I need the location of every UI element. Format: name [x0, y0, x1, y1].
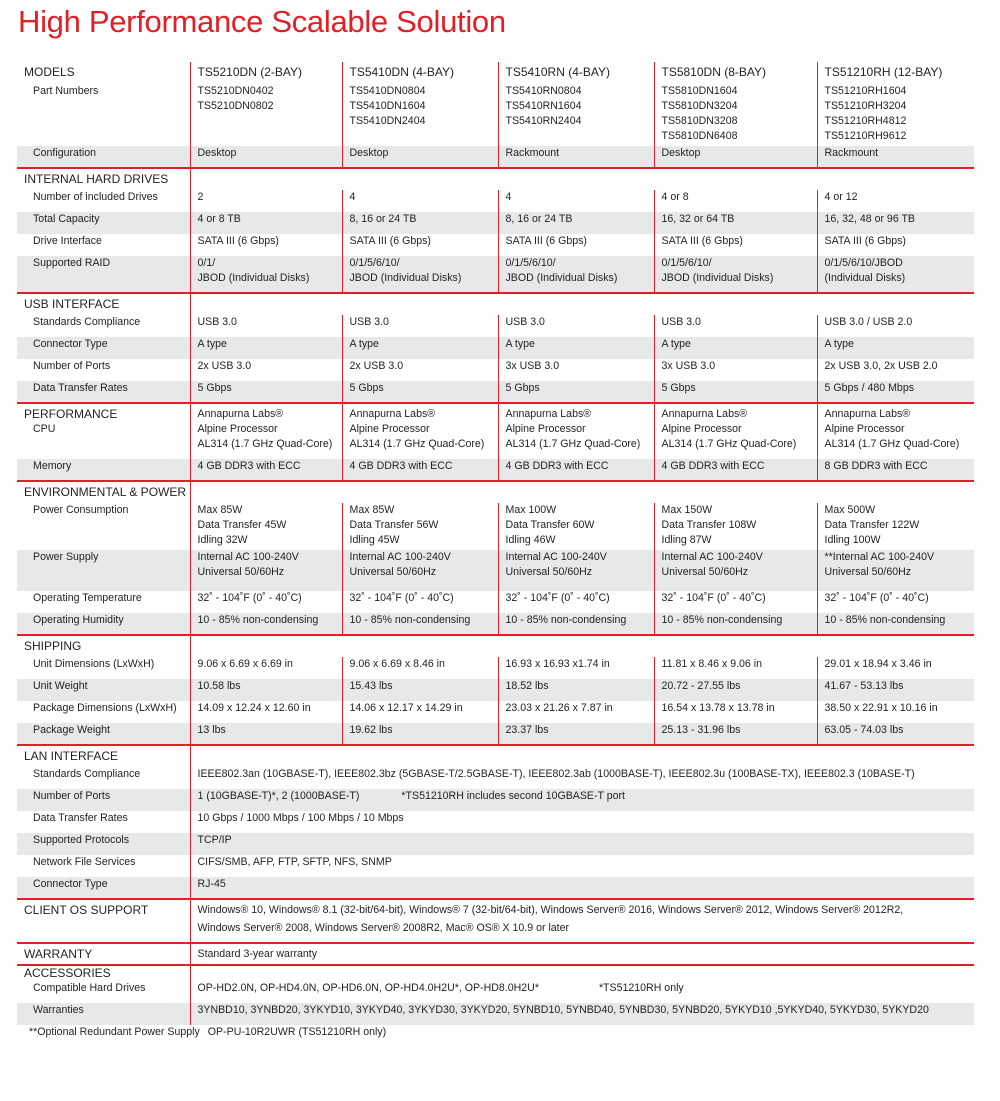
shipping-row — [17, 679, 974, 701]
cpu-value: Annapurna Labs® Alpine Processor AL314 (1.7 GHz Quad-Core) — [498, 403, 654, 459]
cell-shipping-0-1: 9.06 x 6.69 x 6.69 in — [190, 657, 342, 679]
environment-label: Operating Humidity — [17, 613, 190, 635]
usb-row — [17, 337, 974, 359]
cell-environment-3-2: 10 - 85% non-condensing — [342, 613, 498, 635]
usb-label: Connector Type — [17, 337, 190, 359]
performance-header-cell — [17, 403, 190, 459]
shipping-row — [17, 723, 974, 745]
accessories-warranties-row — [17, 1003, 974, 1025]
usb-header-row — [17, 293, 974, 315]
performance-row — [17, 403, 974, 459]
client-os-blank — [17, 921, 190, 943]
cell-shipping-3-5: 63.05 - 74.03 lbs — [817, 723, 974, 745]
lan-value-text: RJ-45 — [197, 878, 226, 890]
cell-shipping-2-1: 14.09 x 12.24 x 12.60 in — [190, 701, 342, 723]
cell-internal-2-4: SATA III (6 Gbps) — [654, 234, 817, 256]
internal-row — [17, 212, 974, 234]
lan-row — [17, 855, 974, 877]
configuration-label: Configuration — [17, 146, 190, 168]
cell-environment-1-5: **Internal AC 100-240V Universal 50/60Hz — [817, 550, 974, 591]
lan-value-text: TCP/IP — [197, 834, 232, 846]
environment-label: Power Consumption — [33, 504, 129, 516]
model-name: TS5810DN (8-BAY) — [654, 62, 817, 84]
cell-environment-0-1: Max 85W Data Transfer 45W Idling 32W — [190, 503, 342, 550]
environment-row — [17, 550, 974, 591]
cell-usb-0-1: USB 3.0 — [190, 315, 342, 337]
environment-label: Operating Temperature — [33, 592, 142, 604]
client-os-line1: Windows® 10, Windows® 8.1 (32-bit/64-bit), Windows® 7 (32-bit/64-bit), Windows Server® 2016, Windows Server® 2012, Windows Server® 2012R2, — [190, 899, 974, 921]
usb-row — [17, 315, 974, 337]
cell-internal-1-5: 16, 32, 48 or 96 TB — [817, 212, 974, 234]
environment-row — [17, 503, 974, 550]
shipping-label: Unit Weight — [17, 679, 190, 701]
cell-internal-2-5: SATA III (6 Gbps) — [817, 234, 974, 256]
models-row — [17, 62, 974, 84]
cell-internal-3-4: 0/1/5/6/10/ JBOD (Individual Disks) — [654, 256, 817, 293]
cpu-value: Annapurna Labs® Alpine Processor AL314 (1.7 GHz Quad-Core) — [654, 403, 817, 459]
cell-shipping-2-4: 16.54 x 13.78 x 13.78 in — [654, 701, 817, 723]
cell-shipping-1-1: 10.58 lbs — [190, 679, 342, 701]
cell-internal-0-3: 4 — [498, 190, 654, 212]
cell-shipping-1-5: 41.67 - 53.13 lbs — [817, 679, 974, 701]
cell-usb-0-2: USB 3.0 — [342, 315, 498, 337]
cell-shipping-1-2: 15.43 lbs — [342, 679, 498, 701]
lan-header-blank — [190, 745, 974, 767]
usb-label: Data Transfer Rates — [17, 381, 190, 403]
cell-usb-2-3: 3x USB 3.0 — [498, 359, 654, 381]
internal-drives-header-blank — [190, 168, 974, 190]
cell-part-numbers-2: TS5410DN0804 TS5410DN1604 TS5410DN2404 — [342, 84, 498, 146]
cell-usb-3-3: 5 Gbps — [498, 381, 654, 403]
cell-configuration-5: Rackmount — [817, 146, 974, 168]
cell-environment-1-4: Internal AC 100-240V Universal 50/60Hz — [654, 550, 817, 591]
cell-configuration-3: Rackmount — [498, 146, 654, 168]
cell-environment-0-3: Max 100W Data Transfer 60W Idling 46W — [498, 503, 654, 550]
cpu-label: CPU — [33, 423, 56, 435]
shipping-label: Package Weight — [17, 723, 190, 745]
usb-row — [17, 381, 974, 403]
accessories-header-row — [17, 965, 974, 981]
model-name: TS5410RN (4-BAY) — [498, 62, 654, 84]
lan-header: LAN INTERFACE — [17, 745, 190, 767]
lan-label: Data Transfer Rates — [33, 812, 128, 824]
cell-environment-2-3: 32˚ - 104˚F (0˚ - 40˚C) — [498, 591, 654, 613]
cell-shipping-3-4: 25.13 - 31.96 lbs — [654, 723, 817, 745]
cell-usb-1-5: A type — [817, 337, 974, 359]
cell-internal-0-5: 4 or 12 — [817, 190, 974, 212]
memory-row — [17, 459, 974, 481]
cell-internal-2-1: SATA III (6 Gbps) — [190, 234, 342, 256]
internal-label: Number of included Drives — [33, 191, 158, 203]
cell-environment-3-4: 10 - 85% non-condensing — [654, 613, 817, 635]
accessories-drives-label: Compatible Hard Drives — [33, 982, 146, 994]
cell-configuration-2: Desktop — [342, 146, 498, 168]
cell-part-numbers-5: TS51210RH1604 TS51210RH3204 TS51210RH4812 TS51210RH9612 — [817, 84, 974, 146]
cell-part-numbers-3: TS5410RN0804 TS5410RN1604 TS5410RN2404 — [498, 84, 654, 146]
cell-internal-3-3: 0/1/5/6/10/ JBOD (Individual Disks) — [498, 256, 654, 293]
cell-shipping-0-4: 11.81 x 8.46 x 9.06 in — [654, 657, 817, 679]
cell-environment-2-4: 32˚ - 104˚F (0˚ - 40˚C) — [654, 591, 817, 613]
usb-header: USB INTERFACE — [17, 293, 190, 315]
lan-ports-note: *TS51210RH includes second 10GBASE-T port — [401, 790, 625, 802]
cell-environment-1-1: Internal AC 100-240V Universal 50/60Hz — [190, 550, 342, 591]
part-numbers-row — [17, 84, 974, 146]
internal-label: Supported RAID — [17, 256, 190, 293]
cell-environment-2-1: 32˚ - 104˚F (0˚ - 40˚C) — [190, 591, 342, 613]
internal-row — [17, 256, 974, 293]
accessories-drives-text: OP-HD2.0N, OP-HD4.0N, OP-HD6.0N, OP-HD4.0H2U*, OP-HD8.0H2U* — [197, 982, 539, 994]
cell-usb-0-4: USB 3.0 — [654, 315, 817, 337]
shipping-header: SHIPPING — [17, 635, 190, 657]
cell-environment-3-1: 10 - 85% non-condensing — [190, 613, 342, 635]
accessories-warranties-value: 3YNBD10, 3YNBD20, 3YKYD10, 3YKYD40, 3YKYD30, 3YKYD20, 5YNBD10, 5YNBD40, 5YNBD30, 5YNBD20, 5YKYD10 ,5YKYD40, 5YKYD30, 5YKYD20 — [190, 1003, 974, 1025]
usb-label: Number of Ports — [33, 360, 111, 372]
cell-environment-0-5: Max 500W Data Transfer 122W Idling 100W — [817, 503, 974, 550]
lan-value — [190, 767, 974, 789]
lan-value-text: 10 Gbps / 1000 Mbps / 100 Mbps / 10 Mbps — [197, 812, 404, 824]
internal-label: Total Capacity — [17, 212, 190, 234]
lan-row — [17, 767, 974, 789]
spec-table — [17, 62, 974, 1047]
lan-value — [190, 855, 974, 877]
cell-internal-0-2: 4 — [342, 190, 498, 212]
lan-row — [17, 877, 974, 899]
footnote-value: OP-PU-10R2UWR (TS51210RH only) — [207, 1026, 387, 1038]
internal-drives-header: INTERNAL HARD DRIVES — [17, 168, 190, 190]
cell-memory-1: 4 GB DDR3 with ECC — [190, 459, 342, 481]
footnote-row — [17, 1025, 974, 1047]
cell-shipping-3-1: 13 lbs — [190, 723, 342, 745]
lan-value — [190, 811, 974, 833]
cell-part-numbers-4: TS5810DN1604 TS5810DN3204 TS5810DN3208 TS5810DN6408 — [654, 84, 817, 146]
lan-value — [190, 877, 974, 899]
lan-value-text: 1 (10GBASE-T)*, 2 (1000BASE-T) — [197, 790, 360, 802]
cell-usb-3-5: 5 Gbps / 480 Mbps — [817, 381, 974, 403]
internal-drives-header-row — [17, 168, 974, 190]
environment-row — [17, 591, 974, 613]
warranty-header: WARRANTY — [17, 943, 190, 965]
model-name: TS51210RH (12-BAY) — [817, 62, 974, 84]
cell-configuration-1: Desktop — [190, 146, 342, 168]
cell-shipping-3-3: 23.37 lbs — [498, 723, 654, 745]
usb-header-blank — [190, 293, 974, 315]
cell-environment-3-5: 10 - 85% non-condensing — [817, 613, 974, 635]
internal-label: Drive Interface — [33, 235, 102, 247]
cell-memory-3: 4 GB DDR3 with ECC — [498, 459, 654, 481]
cell-internal-2-2: SATA III (6 Gbps) — [342, 234, 498, 256]
performance-header: PERFORMANCE — [24, 407, 118, 421]
memory-label: Memory — [17, 459, 190, 481]
shipping-label: Package Dimensions (LxWxH) — [33, 702, 177, 714]
shipping-row — [17, 657, 974, 679]
shipping-label: Unit Dimensions (LxWxH) — [33, 658, 155, 670]
cell-shipping-3-2: 19.62 lbs — [342, 723, 498, 745]
lan-value — [190, 789, 974, 811]
client-os-row — [17, 899, 974, 921]
accessories-warranties-label: Warranties — [17, 1003, 190, 1025]
lan-label: Number of Ports — [17, 789, 190, 811]
lan-value-text: IEEE802.3an (10GBASE-T), IEEE802.3bz (5GBASE-T/2.5GBASE-T), IEEE802.3ab (1000BASE-T), IEEE802.3u (100BASE-TX), IEEE802.3 (10BASE-T) — [197, 768, 915, 780]
cell-internal-3-5: 0/1/5/6/10/JBOD (Individual Disks) — [817, 256, 974, 293]
lan-row — [17, 789, 974, 811]
cpu-value: Annapurna Labs® Alpine Processor AL314 (1.7 GHz Quad-Core) — [817, 403, 974, 459]
cell-usb-1-2: A type — [342, 337, 498, 359]
environment-header-row — [17, 481, 974, 503]
cell-shipping-2-5: 38.50 x 22.91 x 10.16 in — [817, 701, 974, 723]
cell-usb-2-5: 2x USB 3.0, 2x USB 2.0 — [817, 359, 974, 381]
lan-row — [17, 833, 974, 855]
cell-environment-2-2: 32˚ - 104˚F (0˚ - 40˚C) — [342, 591, 498, 613]
cell-internal-3-2: 0/1/5/6/10/ JBOD (Individual Disks) — [342, 256, 498, 293]
part-numbers-label: Part Numbers — [33, 85, 99, 97]
cell-internal-2-3: SATA III (6 Gbps) — [498, 234, 654, 256]
cell-internal-1-4: 16, 32 or 64 TB — [654, 212, 817, 234]
cell-memory-4: 4 GB DDR3 with ECC — [654, 459, 817, 481]
page-title: High Performance Scalable Solution — [18, 4, 506, 39]
cell-usb-2-2: 2x USB 3.0 — [342, 359, 498, 381]
cpu-value: Annapurna Labs® Alpine Processor AL314 (1.7 GHz Quad-Core) — [342, 403, 498, 459]
lan-label: Network File Services — [33, 856, 136, 868]
cell-usb-0-5: USB 3.0 / USB 2.0 — [817, 315, 974, 337]
client-os-row-2 — [17, 921, 974, 943]
environment-row — [17, 613, 974, 635]
cell-usb-1-1: A type — [190, 337, 342, 359]
shipping-row — [17, 701, 974, 723]
accessories-drives-value — [190, 981, 974, 1003]
cell-environment-2-5: 32˚ - 104˚F (0˚ - 40˚C) — [817, 591, 974, 613]
internal-row — [17, 234, 974, 256]
cell-usb-2-4: 3x USB 3.0 — [654, 359, 817, 381]
cell-usb-1-4: A type — [654, 337, 817, 359]
lan-label: Connector Type — [17, 877, 190, 899]
warranty-value: Standard 3-year warranty — [190, 943, 974, 965]
client-os-header: CLIENT OS SUPPORT — [17, 899, 190, 921]
lan-value — [190, 833, 974, 855]
cell-shipping-0-2: 9.06 x 6.69 x 8.46 in — [342, 657, 498, 679]
cell-configuration-4: Desktop — [654, 146, 817, 168]
configuration-row — [17, 146, 974, 168]
lan-label: Standards Compliance — [33, 768, 141, 780]
cell-shipping-0-3: 16.93 x 16.93 x1.74 in — [498, 657, 654, 679]
models-header: MODELS — [24, 65, 75, 79]
footnote-label: **Optional Redundant Power Supply — [29, 1026, 200, 1038]
environment-label: Power Supply — [17, 550, 190, 591]
model-name: TS5210DN (2-BAY) — [190, 62, 342, 84]
cell-usb-2-1: 2x USB 3.0 — [190, 359, 342, 381]
shipping-header-blank — [190, 635, 974, 657]
cell-shipping-1-4: 20.72 - 27.55 lbs — [654, 679, 817, 701]
lan-label: Supported Protocols — [17, 833, 190, 855]
shipping-header-row — [17, 635, 974, 657]
environment-header: ENVIRONMENTAL & POWER — [17, 481, 190, 503]
cell-internal-1-3: 8, 16 or 24 TB — [498, 212, 654, 234]
client-os-line2: Windows Server® 2008, Windows Server® 2008R2, Mac® OS® X 10.9 or later — [190, 921, 974, 943]
cell-environment-0-4: Max 150W Data Transfer 108W Idling 87W — [654, 503, 817, 550]
cell-usb-1-3: A type — [498, 337, 654, 359]
accessories-header: ACCESSORIES — [17, 965, 190, 981]
internal-row — [17, 190, 974, 212]
lan-header-row — [17, 745, 974, 767]
cell-shipping-1-3: 18.52 lbs — [498, 679, 654, 701]
cell-internal-1-2: 8, 16 or 24 TB — [342, 212, 498, 234]
cell-environment-1-2: Internal AC 100-240V Universal 50/60Hz — [342, 550, 498, 591]
environment-header-blank — [190, 481, 974, 503]
cell-memory-5: 8 GB DDR3 with ECC — [817, 459, 974, 481]
lan-row — [17, 811, 974, 833]
cell-internal-0-4: 4 or 8 — [654, 190, 817, 212]
cell-memory-2: 4 GB DDR3 with ECC — [342, 459, 498, 481]
cell-usb-3-2: 5 Gbps — [342, 381, 498, 403]
footnote — [17, 1025, 974, 1047]
cell-internal-0-1: 2 — [190, 190, 342, 212]
cell-shipping-0-5: 29.01 x 18.94 x 3.46 in — [817, 657, 974, 679]
cell-environment-3-3: 10 - 85% non-condensing — [498, 613, 654, 635]
cell-environment-1-3: Internal AC 100-240V Universal 50/60Hz — [498, 550, 654, 591]
accessories-blank — [190, 965, 974, 981]
warranty-row — [17, 943, 974, 965]
lan-value-text: CIFS/SMB, AFP, FTP, SFTP, NFS, SNMP — [197, 856, 392, 868]
accessories-drives-row — [17, 981, 974, 1003]
model-name: TS5410DN (4-BAY) — [342, 62, 498, 84]
accessories-drives-note: *TS51210RH only — [598, 982, 684, 994]
cell-part-numbers-1: TS5210DN0402 TS5210DN0802 — [190, 84, 342, 146]
cell-usb-3-4: 5 Gbps — [654, 381, 817, 403]
cell-internal-3-1: 0/1/ JBOD (Individual Disks) — [190, 256, 342, 293]
usb-row — [17, 359, 974, 381]
cell-usb-0-3: USB 3.0 — [498, 315, 654, 337]
cell-shipping-2-3: 23.03 x 21.26 x 7.87 in — [498, 701, 654, 723]
cpu-value: Annapurna Labs® Alpine Processor AL314 (1.7 GHz Quad-Core) — [190, 403, 342, 459]
cell-shipping-2-2: 14.06 x 12.17 x 14.29 in — [342, 701, 498, 723]
cell-environment-0-2: Max 85W Data Transfer 56W Idling 45W — [342, 503, 498, 550]
usb-label: Standards Compliance — [33, 316, 141, 328]
cell-internal-1-1: 4 or 8 TB — [190, 212, 342, 234]
cell-usb-3-1: 5 Gbps — [190, 381, 342, 403]
